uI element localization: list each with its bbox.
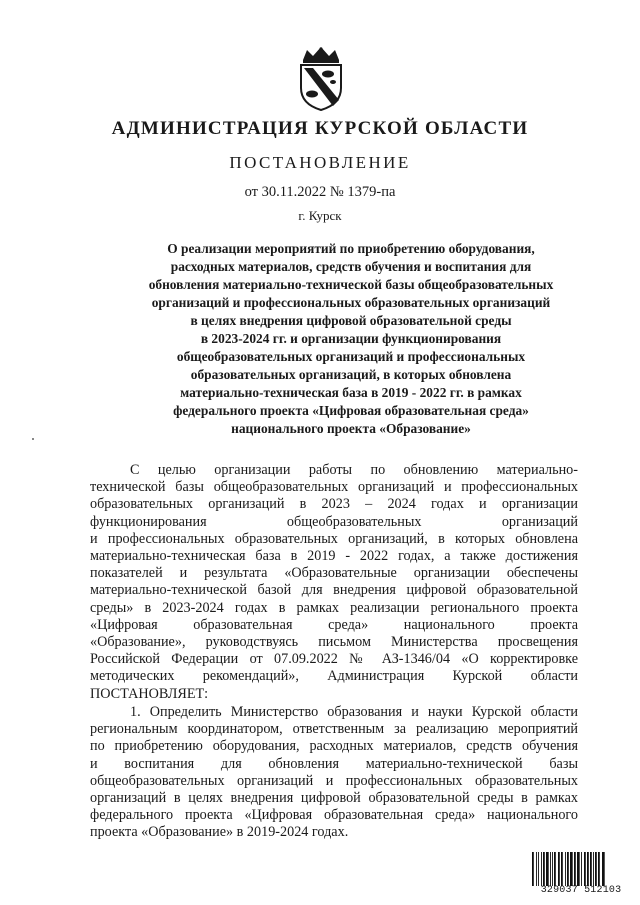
barcode-bar xyxy=(546,852,549,886)
barcode-number: 329037 512103 xyxy=(540,885,622,896)
subject-line: федерального проекта «Цифровая образовательная среда» xyxy=(173,403,529,418)
barcode-bar xyxy=(536,852,537,886)
barcode-bar xyxy=(541,852,542,886)
barcode-bar xyxy=(538,852,539,886)
preamble-line: образовательных организаций в 2023 – 2024 годах и организации xyxy=(90,496,578,513)
barcode-bar xyxy=(570,852,573,886)
barcode-bar xyxy=(584,852,586,886)
item-line: региональным координатором, ответственным за реализацию мероприятий xyxy=(90,721,578,738)
subject-line: в 2023-2024 гг. и организации функционирования xyxy=(200,331,502,346)
preamble-line: «Цифровая образовательная среда» национального проекта xyxy=(90,616,578,633)
barcode-bar xyxy=(550,852,551,886)
subject-line: общеобразовательных организаций и профессиональных xyxy=(176,349,526,364)
barcode-bar xyxy=(543,852,545,886)
preamble-line: функционирования общеобразовательных организаций xyxy=(90,513,578,530)
subject-line: в целях внедрения цифровой образовательной среды xyxy=(190,313,512,328)
barcode-bar xyxy=(532,852,534,886)
preamble-line: среды» в 2023-2024 годах в рамках реализации регионального проекта xyxy=(90,599,578,616)
barcode-bar xyxy=(565,852,566,886)
preamble-line: и профессиональных образовательных организаций, в которых обновлена xyxy=(90,530,578,547)
barcode-bar xyxy=(581,852,582,886)
preamble-line: Российской Федерации от 07.09.2022 № АЗ-1346/04 «О корректировке xyxy=(90,651,578,668)
subject-line: О реализации мероприятий по приобретению оборудования, xyxy=(167,241,535,256)
barcode-bar xyxy=(587,852,589,886)
kursk-coat-of-arms-icon xyxy=(293,46,349,112)
subject-line: организаций и профессиональных образовательных организаций xyxy=(151,295,551,310)
preamble-line: технической базы общеобразовательных организаций и профессиональных xyxy=(90,479,578,496)
document-subject xyxy=(110,240,592,438)
subject-line: национального проекта «Образование» xyxy=(231,421,471,436)
preamble-line: материально-технической базой для внедрения цифровой образовательной xyxy=(90,582,578,599)
barcode-bar xyxy=(590,852,592,886)
item-line: федерального проекта «Цифровая образовательная среда» национального xyxy=(90,807,578,824)
barcode-bar xyxy=(561,852,563,886)
document-type: ПОСТАНОВЛЕНИЕ xyxy=(229,153,411,172)
barcode-bar xyxy=(574,852,576,886)
barcode-bar xyxy=(554,852,556,886)
document-number-date: от 30.11.2022 № 1379-па xyxy=(244,184,396,200)
preamble-line: материально-техническая база в 2019 - 2022 годах, а также достижения xyxy=(90,548,578,565)
barcode-bars xyxy=(531,852,631,886)
item-line: по приобретению оборудования, расходных материалов, средств обучения xyxy=(90,738,578,755)
preamble-line: ПОСТАНОВЛЯЕТ: xyxy=(90,685,209,702)
document-city: г. Курск xyxy=(298,208,342,223)
item-line: организаций в целях внедрения цифровой образовательной среды в рамках xyxy=(90,790,578,807)
preamble-paragraph xyxy=(90,462,578,703)
subject-line: образовательных организаций, в которых обновлена xyxy=(190,367,512,382)
barcode xyxy=(531,852,631,896)
barcode-bar xyxy=(602,852,605,886)
barcode-bar xyxy=(552,852,553,886)
item-line: общеобразовательных организаций и профессиональных образовательных xyxy=(90,772,578,789)
organization-name: АДМИНИСТРАЦИЯ КУРСКОЙ ОБЛАСТИ xyxy=(111,118,529,139)
preamble-line: «Образование», руководствуясь письмом Министерства просвещения xyxy=(90,634,578,651)
item-line: 1. Определить Министерство образования и науки Курской области xyxy=(130,704,578,720)
subject-line: расходных материалов, средств обучения и воспитания для xyxy=(170,259,532,274)
subject-line: обновления материально-технической базы общеобразовательных xyxy=(148,277,554,292)
barcode-bar xyxy=(598,852,600,886)
preamble-line: С целью организации работы по обновлению материально- xyxy=(130,462,578,478)
item-1-paragraph xyxy=(90,704,578,842)
barcode-bar xyxy=(558,852,560,886)
barcode-bar xyxy=(577,852,580,886)
scan-artifact xyxy=(32,438,34,440)
preamble-line: методических рекомендаций», Администрация Курской области xyxy=(90,668,578,685)
barcode-bar xyxy=(595,852,597,886)
subject-line: материально-техническая база в 2019 - 2022 гг. в рамках xyxy=(180,385,522,400)
item-line: и воспитания для обновления материально-технической базы xyxy=(90,755,578,772)
barcode-bar xyxy=(593,852,594,886)
item-line: проекта «Образование» в 2019-2024 годах. xyxy=(90,824,349,841)
barcode-bar xyxy=(567,852,569,886)
preamble-line: показателей и результата «Образовательные организации обеспечены xyxy=(90,565,578,582)
